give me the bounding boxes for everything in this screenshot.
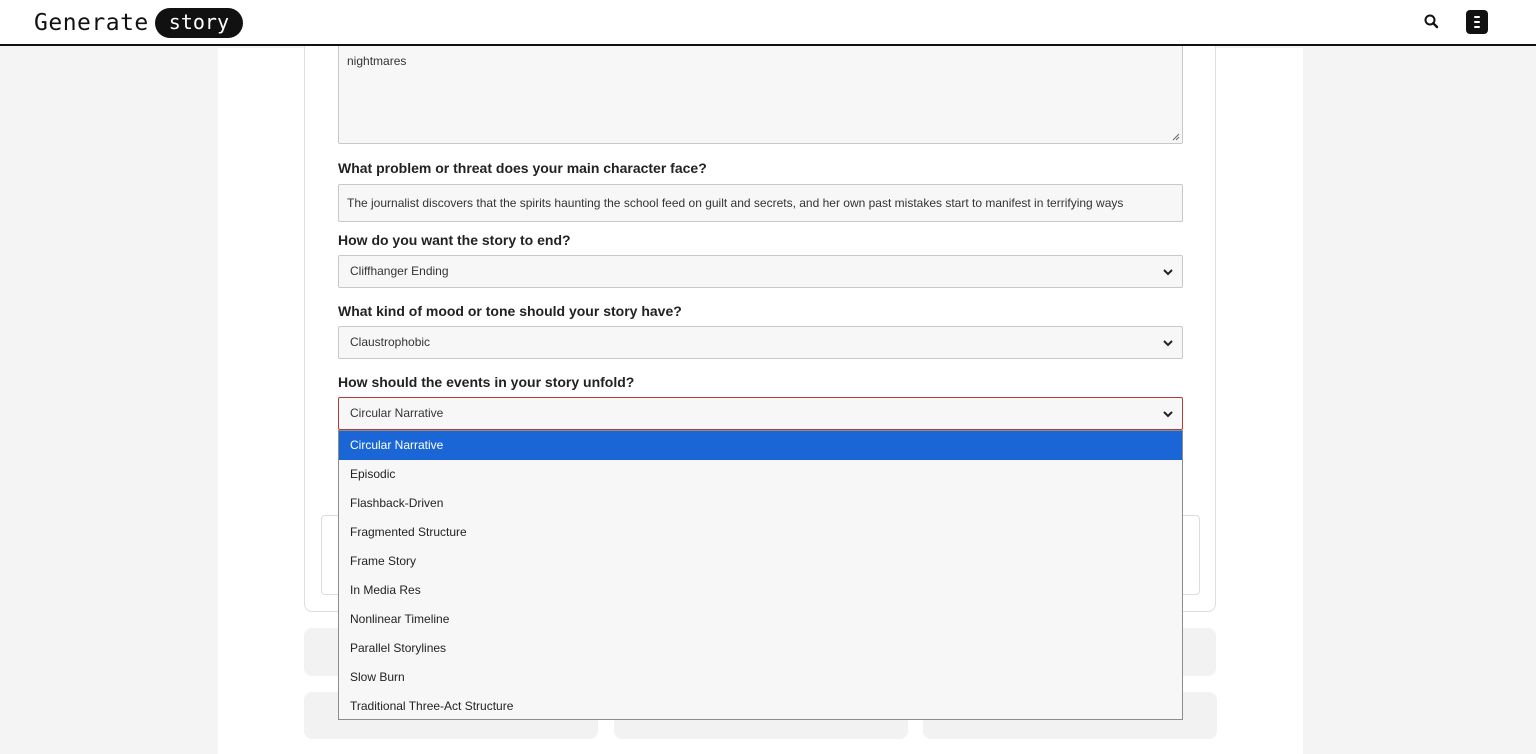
previous-answer-text: nightmares bbox=[347, 54, 407, 68]
dropdown-option[interactable]: Traditional Three-Act Structure bbox=[350, 699, 514, 713]
site-header bbox=[0, 0, 1536, 46]
dropdown-option[interactable]: In Media Res bbox=[350, 583, 421, 597]
previous-answer-textarea[interactable] bbox=[338, 36, 1183, 144]
threat-input[interactable]: The journalist discovers that the spirits haunting the school feed on guilt and secrets, and her own past mistakes start to manifest in terrifying ways bbox=[338, 184, 1183, 222]
structure-label: How should the events in your story unfold? bbox=[338, 374, 635, 390]
search-button[interactable] bbox=[1422, 12, 1442, 32]
mood-select[interactable] bbox=[338, 326, 1183, 359]
ending-selected-value: Cliffhanger Ending bbox=[350, 264, 449, 278]
dropdown-option[interactable]: Fragmented Structure bbox=[350, 525, 467, 539]
threat-label: What problem or threat does your main character face? bbox=[338, 160, 707, 176]
structure-selected-value: Circular Narrative bbox=[350, 406, 444, 420]
search-icon bbox=[1422, 12, 1442, 32]
chevron-down-icon bbox=[1162, 266, 1174, 278]
dropdown-option[interactable]: Slow Burn bbox=[350, 670, 405, 684]
site-logo[interactable] bbox=[34, 8, 243, 38]
logo-word: Generate bbox=[34, 10, 149, 36]
dropdown-option[interactable]: Nonlinear Timeline bbox=[350, 612, 450, 626]
dropdown-option[interactable]: Frame Story bbox=[350, 554, 417, 568]
chevron-down-icon bbox=[1162, 337, 1174, 349]
logo-pill: story bbox=[155, 8, 243, 38]
ending-label: How do you want the story to end? bbox=[338, 232, 571, 248]
resize-grip-icon[interactable] bbox=[1172, 133, 1180, 141]
chevron-down-icon bbox=[1162, 408, 1174, 420]
mood-selected-value: Claustrophobic bbox=[350, 335, 431, 349]
dropdown-option[interactable]: Episodic bbox=[350, 467, 396, 481]
structure-dropdown-list bbox=[338, 430, 1183, 720]
menu-button[interactable] bbox=[1466, 10, 1488, 34]
ending-select[interactable] bbox=[338, 255, 1183, 288]
dropdown-option[interactable]: Circular Narrative bbox=[339, 431, 1182, 460]
structure-select[interactable] bbox=[338, 397, 1183, 430]
dropdown-option[interactable]: Flashback-Driven bbox=[350, 496, 444, 510]
mood-label: What kind of mood or tone should your story have? bbox=[338, 303, 682, 319]
dropdown-option[interactable]: Parallel Storylines bbox=[350, 641, 447, 655]
